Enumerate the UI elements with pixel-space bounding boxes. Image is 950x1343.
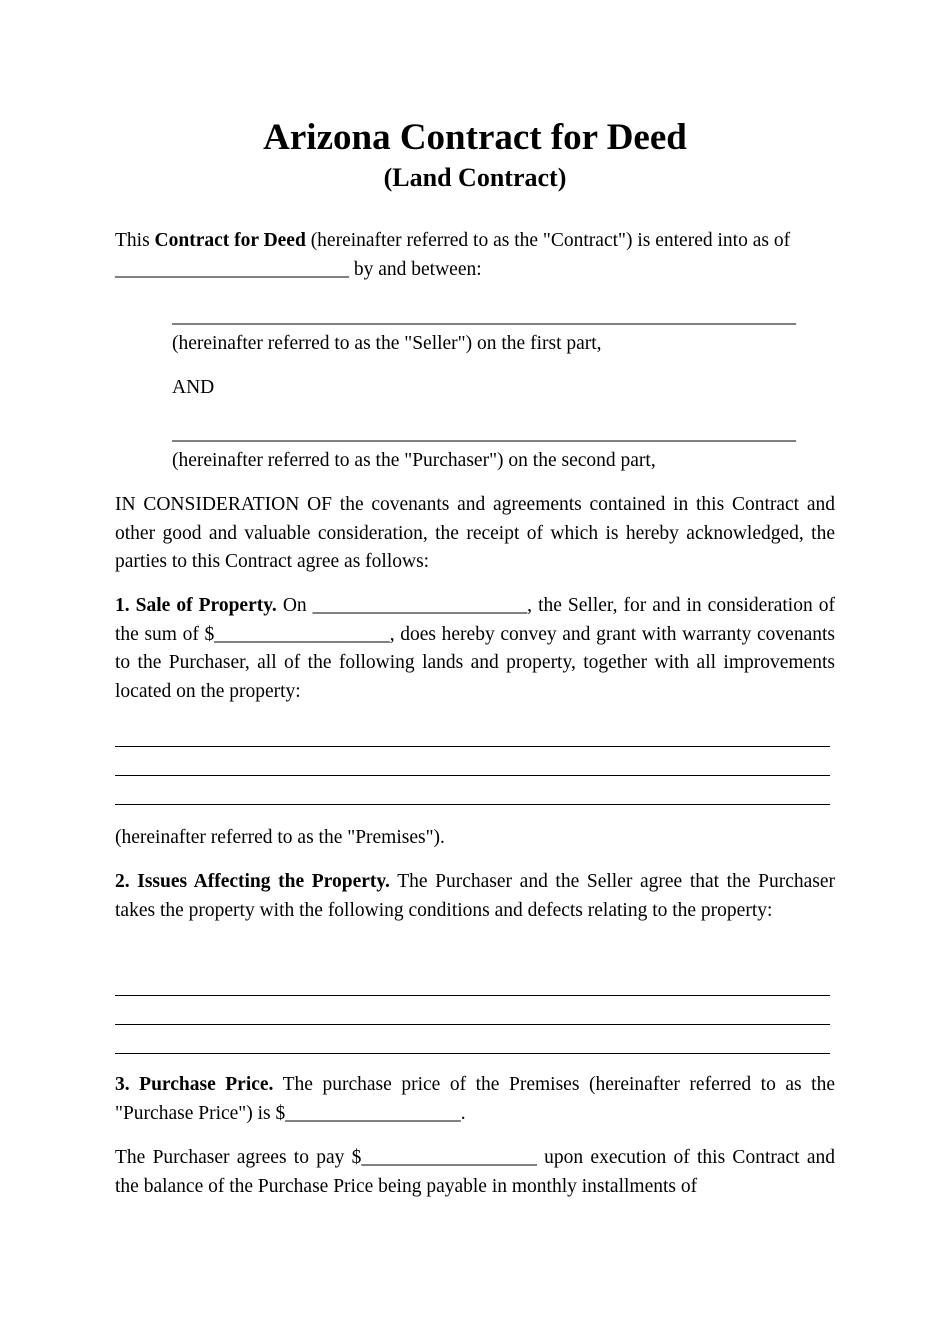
and-label: AND	[172, 377, 215, 398]
intro-bold-term: Contract for Deed	[154, 230, 306, 251]
seller-label: (hereinafter referred to as the "Seller") on the first part,	[172, 333, 602, 354]
intro-this: This	[115, 230, 150, 251]
property-description-line-1[interactable]	[115, 746, 830, 747]
consideration-paragraph: IN CONSIDERATION OF the covenants and agreements contained in this Contract and other good and valuable consideration, the receipt of which is hereby acknowledged, the parties to this Contract agree as follows:	[115, 494, 835, 573]
document-title: Arizona Contract for Deed	[263, 117, 687, 158]
purchaser-label: (hereinafter referred to as the "Purchaser") on the second part,	[172, 450, 656, 471]
intro-between: by and between:	[353, 259, 482, 280]
section-3-text: The purchase price of the Premises (hereinafter referred to as the "Purchase Price") is $__________________.	[115, 1074, 835, 1124]
section-2-text: The Purchaser and the Seller agree that the Purchaser takes the property with the following conditions and defects relating to the property:	[115, 871, 836, 921]
property-description-line-2[interactable]	[115, 775, 830, 776]
property-description-line-3[interactable]	[115, 804, 830, 805]
section-2-heading: 2. Issues Affecting the Property.	[115, 871, 390, 892]
conditions-line-1[interactable]	[115, 995, 830, 996]
section-2-paragraph	[115, 868, 835, 925]
conditions-line-3[interactable]	[115, 1053, 830, 1054]
conditions-line-2[interactable]	[115, 1024, 830, 1025]
section-3-paragraph	[115, 1071, 835, 1128]
document-subtitle: (Land Contract)	[383, 163, 567, 192]
intro-line-2	[115, 256, 835, 285]
section-1-heading: 1. Sale of Property.	[115, 595, 277, 616]
date-blank[interactable]: ________________________	[115, 259, 349, 280]
purchaser-name-line[interactable]: ________________________________________________________________	[172, 423, 796, 444]
intro-paragraph	[115, 227, 835, 256]
section-3-heading: 3. Purchase Price.	[115, 1074, 274, 1095]
payment-paragraph: The Purchaser agrees to pay $__________________ upon execution of this Contract and the balance of the Purchase Price being payable in monthly installments of	[115, 1147, 835, 1197]
section-1-text: On ______________________, the Seller, for and in consideration of the sum of $__________________, does hereby convey and grant with warranty covenants to the Purchaser, all of the following lands and property, together with all improvements located on the property:	[115, 595, 835, 703]
premises-label: (hereinafter referred to as the "Premises").	[115, 827, 445, 848]
section-1-paragraph	[115, 592, 835, 707]
seller-name-line[interactable]: ________________________________________________________________	[172, 306, 796, 327]
intro-rest: (hereinafter referred to as the "Contract") is entered into as of	[310, 230, 791, 251]
